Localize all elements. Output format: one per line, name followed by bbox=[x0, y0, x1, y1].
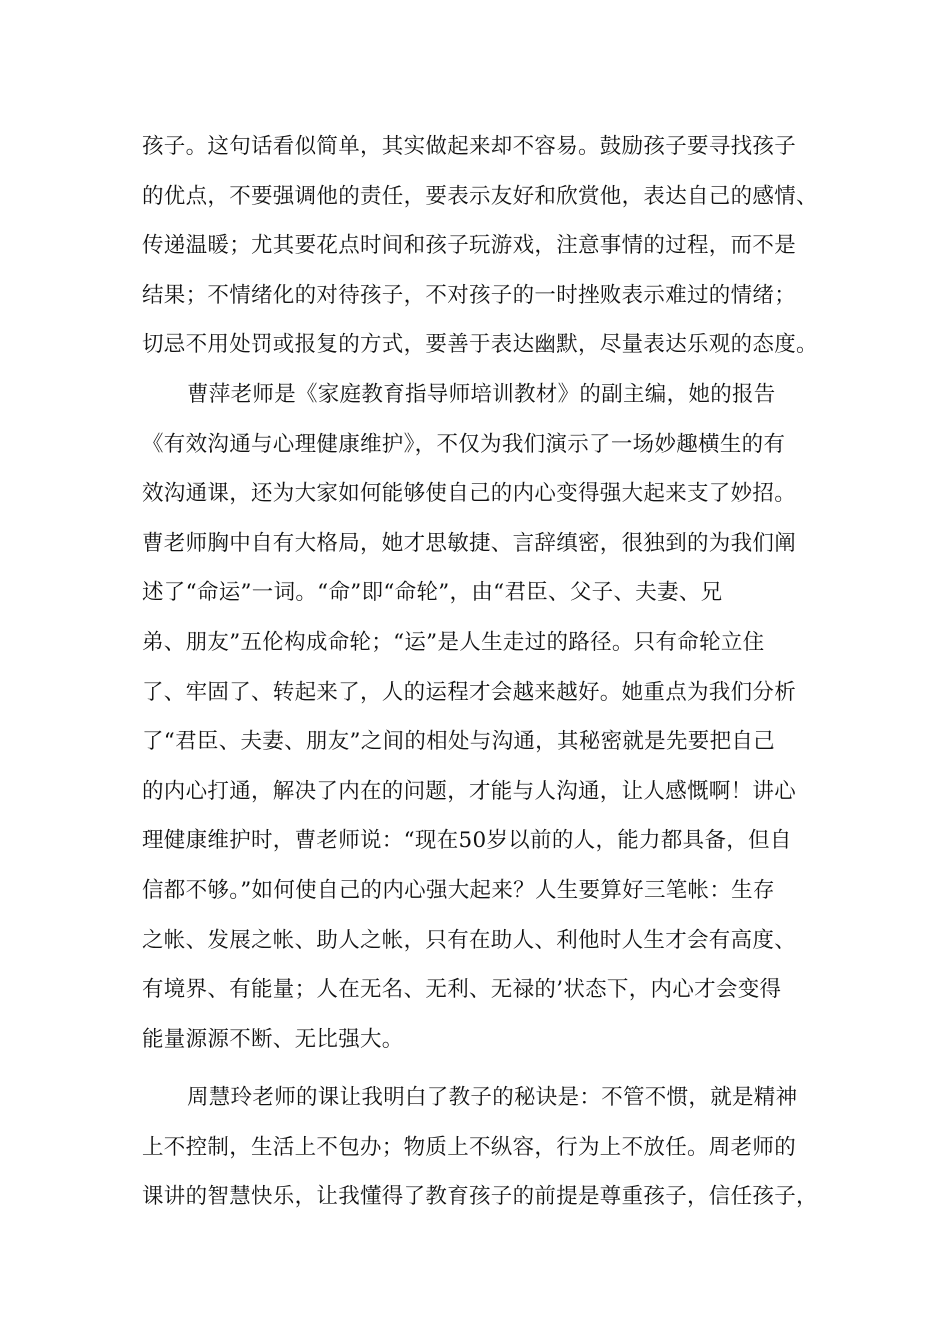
text-line: 了、牢固了、转起来了，人的运程才会越来越好。她重点为我们分析 bbox=[142, 679, 797, 705]
text-line: 理健康维护时，曹老师说：“现在50岁以前的人，能力都具备，但自 bbox=[142, 828, 792, 854]
text-line: 的优点，不要强调他的责任，要表示友好和欣赏他，表达自己的感情、 bbox=[142, 183, 818, 209]
text-line: 切忌不用处罚或报复的方式，要善于表达幽默，尽量表达乐观的态度。 bbox=[142, 332, 818, 358]
text-line: 孩子。这句话看似简单，其实做起来却不容易。鼓励孩子要寻找孩子 bbox=[142, 134, 797, 159]
text-line: 能量源源不断、无比强大。 bbox=[142, 1026, 404, 1052]
text-line: 课讲的智慧快乐，让我懂得了教育孩子的前提是尊重孩子，信任孩子， bbox=[142, 1184, 818, 1210]
text-line: 《有效沟通与心理健康维护》，不仅为我们演示了一场妙趣横生的有 bbox=[142, 431, 786, 457]
text-line: 有境界、有能量；人在无名、无利、无禄的’状态下，内心才会变得 bbox=[142, 977, 782, 1003]
text-line: 曹萍老师是《家庭教育指导师培训教材》的副主编，她的报告 bbox=[187, 381, 776, 407]
text-line: 述了“命运”一词。“命”即“命轮”，由“君臣、父子、夫妻、兄 bbox=[142, 580, 723, 606]
paragraph-1 bbox=[142, 122, 832, 370]
paragraph-3 bbox=[142, 1073, 832, 1222]
text-line: 结果；不情绪化的对待孩子，不对孩子的一时挫败表示难过的情绪； bbox=[142, 282, 797, 308]
text-line: 了“君臣、夫妻、朋友”之间的相处与沟通，其秘密就是先要把自己 bbox=[142, 729, 775, 755]
text-line: 传递温暖；尤其要花点时间和孩子玩游戏，注意事情的过程，而不是 bbox=[142, 233, 797, 259]
text-line: 上不控制，生活上不包办；物质上不纵容，行为上不放任。周老师的 bbox=[142, 1134, 797, 1160]
text-line: 曹老师胸中自有大格局，她才思敏捷、言辞缜密，很独到的为我们阐 bbox=[142, 530, 797, 556]
text-line: 的内心打通，解决了内在的问题，才能与人沟通，让人感慨啊！讲心 bbox=[142, 778, 797, 804]
text-line: 周慧玲老师的课让我明白了教子的秘诀是：不管不惯，就是精神 bbox=[187, 1085, 798, 1111]
text-line: 信都不够。”如何使自己的内心强大起来？人生要算好三笔帐：生存 bbox=[142, 877, 775, 903]
text-line: 弟、朋友”五伦构成命轮；“运”是人生走过的路径。只有命轮立住 bbox=[142, 629, 765, 655]
text-line: 之帐、发展之帐、助人之帐，只有在助人、利他时人生才会有高度、 bbox=[142, 927, 797, 953]
text-line: 效沟通课，还为大家如何能够使自己的内心变得强大起来支了妙招。 bbox=[142, 481, 797, 507]
paragraph-2 bbox=[142, 370, 832, 1064]
document-body bbox=[142, 122, 832, 1222]
